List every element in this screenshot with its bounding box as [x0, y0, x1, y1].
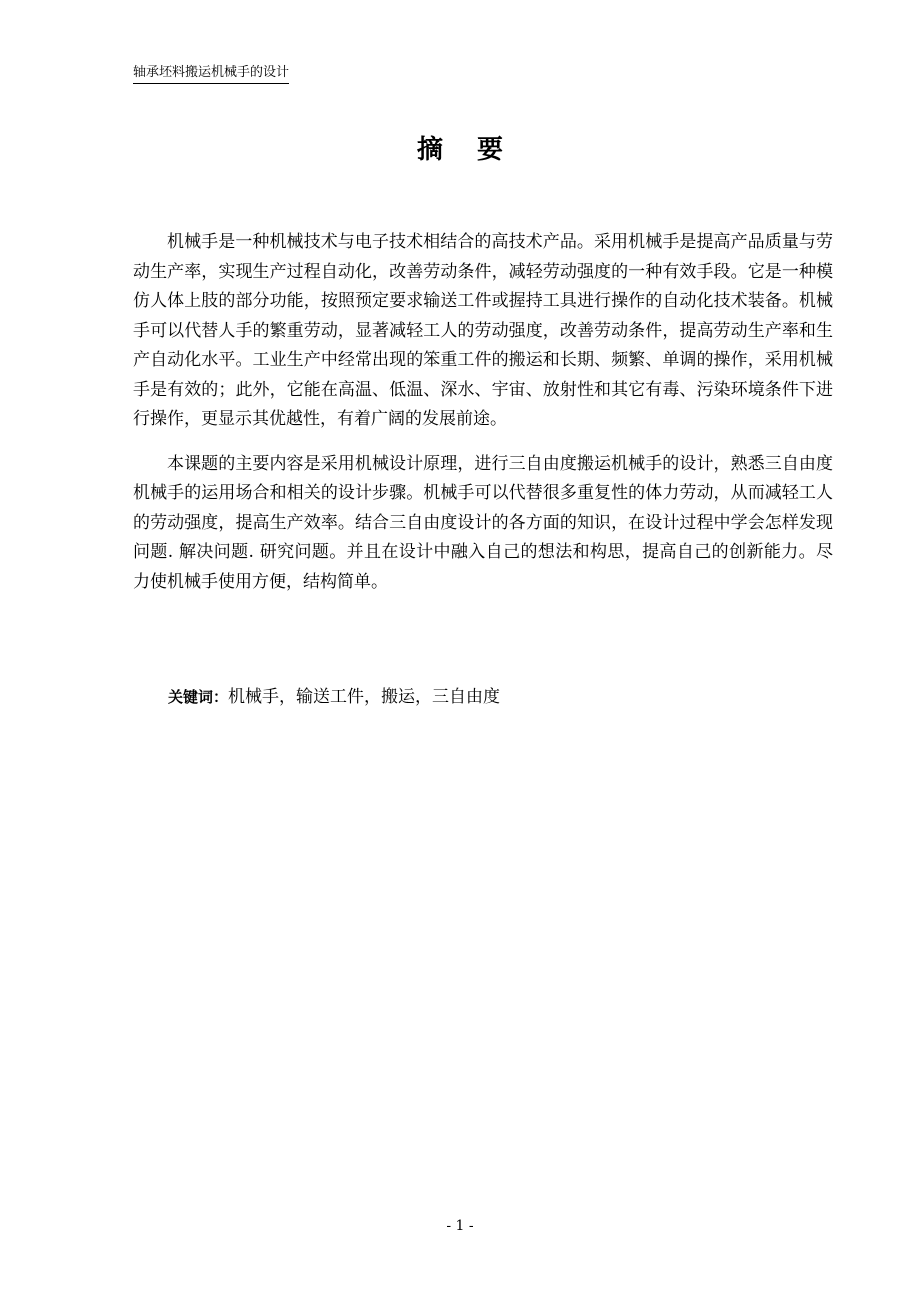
keywords-value: 机械手，输送工件，搬运，三自由度: [228, 687, 501, 707]
page-number: - 1 -: [446, 1218, 474, 1234]
abstract-paragraph-2: 本课题的主要内容是采用机械设计原理，进行三自由度搬运机械手的设计，熟悉三自由度机械手的运用场合和相关的设计步骤。机械手可以代替很多重复性的体力劳动，从而减轻工人的劳动强度，提高生产效率。结合三自由度设计的各方面的知识，在设计过程中学会怎样发现问题. 解决问题. 研究问题。并且在设计中融入自己的想法和构思，提高自己的创新能力。尽力使机械手使用方便，结构简单。: [133, 453, 833, 592]
abstract-title: 摘要: [416, 135, 537, 165]
running-header: 轴承坯料搬运机械手的设计: [133, 64, 289, 84]
keywords-line: [168, 684, 500, 710]
keywords-label: 关键词：: [168, 688, 229, 706]
abstract-body: [133, 228, 833, 612]
abstract-paragraph-1: 机械手是一种机械技术与电子技术相结合的高技术产品。采用机械手是提高产品质量与劳动生产率，实现生产过程自动化，改善劳动条件，减轻劳动强度的一种有效手段。它是一种模仿人体上肢的部分功能，按照预定要求输送工件或握持工具进行操作的自动化技术装备。机械手可以代替人手的繁重劳动，显著减轻工人的劳动强度，改善劳动条件，提高劳动生产率和生产自动化水平。工业生产中经常出现的笨重工件的搬运和长期、频繁、单调的操作，采用机械手是有效的；此外，它能在高温、低温、深水、宇宙、放射性和其它有毒、污染环境条件下进行操作，更显示其优越性，有着广阔的发展前途。: [133, 232, 833, 429]
